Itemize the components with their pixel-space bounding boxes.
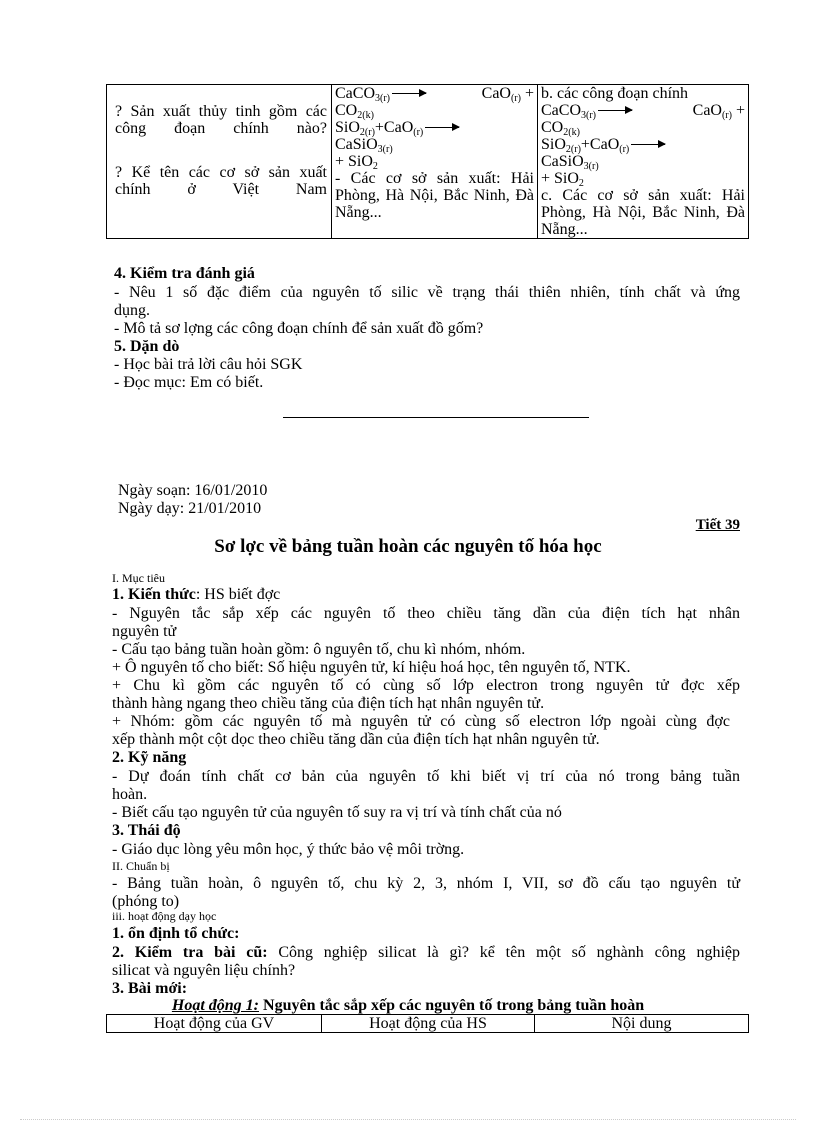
preparation-heading: II. Chuẩn bị [112, 859, 170, 873]
attitude-heading: 3. Thái độ [112, 822, 181, 839]
date-prepared: Ngày soạn: 16/01/2010 [118, 482, 268, 499]
content-line-4: CaSiO$_{3(r)}$ [541, 153, 599, 172]
section-4-heading: 4. Kiểm tra đánh giá [114, 265, 255, 282]
skills-heading: 2. Kỹ năng [112, 749, 187, 766]
content-line-1: CaCO$_{3(r)}$ CaO$_{(r)}$ + [541, 102, 745, 121]
new-lesson-heading: 3. Bài mới: [112, 980, 188, 997]
preparation-line-1: - Bảng tuần hoàn, ô nguyên tố, chu kỳ 2, 3, nhóm I, VII, sơ đồ cấu tạo nguyên tử [112, 875, 740, 892]
section-4-line-1b: dụng. [114, 302, 150, 319]
arrow-icon [631, 144, 665, 145]
section-divider [283, 417, 589, 418]
skills-line-1: - Dự đoán tính chất cơ bản của nguyên tố khi biết vị trí của nó trong bảng tuần [112, 768, 740, 785]
knowledge-line-5: + Nhóm: gồm các nguyên tố mà nguyên tử có cùng số electron lớp ngoài cùng đợc [112, 713, 730, 730]
student-answers-cell [332, 85, 538, 239]
activity-table [106, 1014, 749, 1033]
reaction-line-3: SiO$_{2(r)}$+CaO$_{(r)}$ [335, 119, 534, 136]
content-cell [538, 85, 749, 239]
section-5-line-1: - Học bài trả lời câu hỏi SGK [114, 356, 303, 373]
reaction-line-4: CaSiO$_{3(r)}$ [335, 136, 393, 155]
knowledge-line-4: + Chu kì gồm các nguyên tố có cùng số lớp electron trong nguyên tử đợc xếp [112, 677, 740, 694]
review-line-1: 2. Kiểm tra bài cũ: Công nghiệp silicat là gì? kể tên một số nghành công nghiệp [112, 944, 740, 961]
question-2: ? Kể tên các cơ sở sản xuất chính ở Việt Nam [115, 164, 327, 198]
header-student: Hoạt động của HS [322, 1015, 535, 1033]
arrow-icon [598, 110, 632, 111]
table-header-row [107, 1015, 749, 1033]
section-5-heading: 5. Dặn dò [114, 338, 180, 355]
header-teacher: Hoạt động của GV [107, 1015, 322, 1033]
table-row [107, 85, 749, 239]
page-bottom-edge [20, 1119, 796, 1120]
activities-heading: iii. hoạt động dạy học [112, 909, 217, 923]
content-line-2: $CO_{2(k)}$ [541, 119, 580, 138]
date-taught: Ngày dạy: 21/01/2010 [118, 500, 262, 517]
teacher-questions-cell [107, 85, 332, 239]
lesson-number: Tiết 39 [695, 517, 740, 533]
page-title: Sơ lợc về bảng tuần hoàn các nguyên tố hóa học [214, 536, 602, 557]
arrow-icon [425, 127, 459, 128]
class-setup-heading: 1. ổn định tổ chức: [112, 925, 240, 942]
review-line-1b: silicat và nguyên liệu chính? [112, 962, 296, 979]
content-facilities: c. Các cơ sở sản xuất: Hải Phòng, Hà Nội, Bắc Ninh, Đà Nẵng... [541, 187, 745, 238]
activity-1-heading: Hoạt động 1: Nguyên tắc sắp xếp các nguyên tố trong bảng tuần hoàn [171, 997, 645, 1014]
knowledge-line-3: + Ô nguyên tố cho biết: Số hiệu nguyên tử, kí hiệu hoá học, tên nguyên tố, NTK. [112, 659, 631, 676]
content-line-3: SiO$_{2(r)}$+CaO$_{(r)}$ [541, 136, 745, 153]
facilities-answer: - Các cơ sở sản xuất: Hải Phòng, Hà Nội, Bắc Ninh, Đà Nẵng... [335, 170, 534, 221]
knowledge-line-4b: thành hàng ngang theo chiều tăng của điện tích hạt nhân nguyên tử. [112, 695, 545, 712]
knowledge-line-1: - Nguyên tắc sắp xếp các nguyên tố theo chiều tăng dần của điện tích hạt nhân [112, 605, 740, 622]
reaction-line-1: CaCO$_{3(r)}$ CaO$_{(r)}$ + [335, 85, 534, 104]
knowledge-heading: 1. Kiến thức: HS biết đợc [112, 586, 281, 603]
section-5-line-2: - Đọc mục: Em có biết. [114, 374, 264, 391]
reaction-line-5: + SiO$_2$ [335, 153, 378, 172]
skills-line-2: - Biết cấu tạo nguyên tử của nguyên tố suy ra vị trí và tính chất của nó [112, 804, 562, 821]
content-line-5: + SiO$_2$ [541, 170, 584, 189]
question-1: ? Sản xuất thủy tinh gồm các công đoạn chính nào? [115, 103, 327, 137]
knowledge-line-2: - Cấu tạo bảng tuần hoàn gồm: ô nguyên tố, chu kì nhóm, nhóm. [112, 641, 526, 658]
knowledge-line-5b: xếp thành một cột dọc theo chiều tăng dần của điện tích hạt nhân nguyên tử. [112, 731, 600, 748]
content-line-0: b. các công đoạn chính [541, 85, 689, 102]
section-4-line-1: - Nêu 1 số đặc điểm của nguyên tố silic về trạng thái thiên nhiên, tính chất và ứng [114, 284, 740, 301]
top-lesson-table [106, 84, 749, 239]
header-content: Nội dung [535, 1015, 749, 1033]
skills-line-1b: hoàn. [112, 786, 148, 803]
preparation-line-1b: (phóng to) [112, 893, 180, 910]
objectives-heading: I. Mục tiêu [112, 571, 165, 585]
reaction-line-2: $CO_{2(k)}$ [335, 102, 374, 121]
attitude-line-1: - Giáo dục lòng yêu môn học, ý thức bảo vệ môi trờng. [112, 841, 465, 858]
knowledge-line-1b: nguyên tử [112, 623, 177, 640]
arrow-icon [392, 93, 426, 94]
section-4-line-2: - Mô tả sơ lợng các công đoạn chính để sản xuất đồ gốm? [114, 320, 484, 337]
